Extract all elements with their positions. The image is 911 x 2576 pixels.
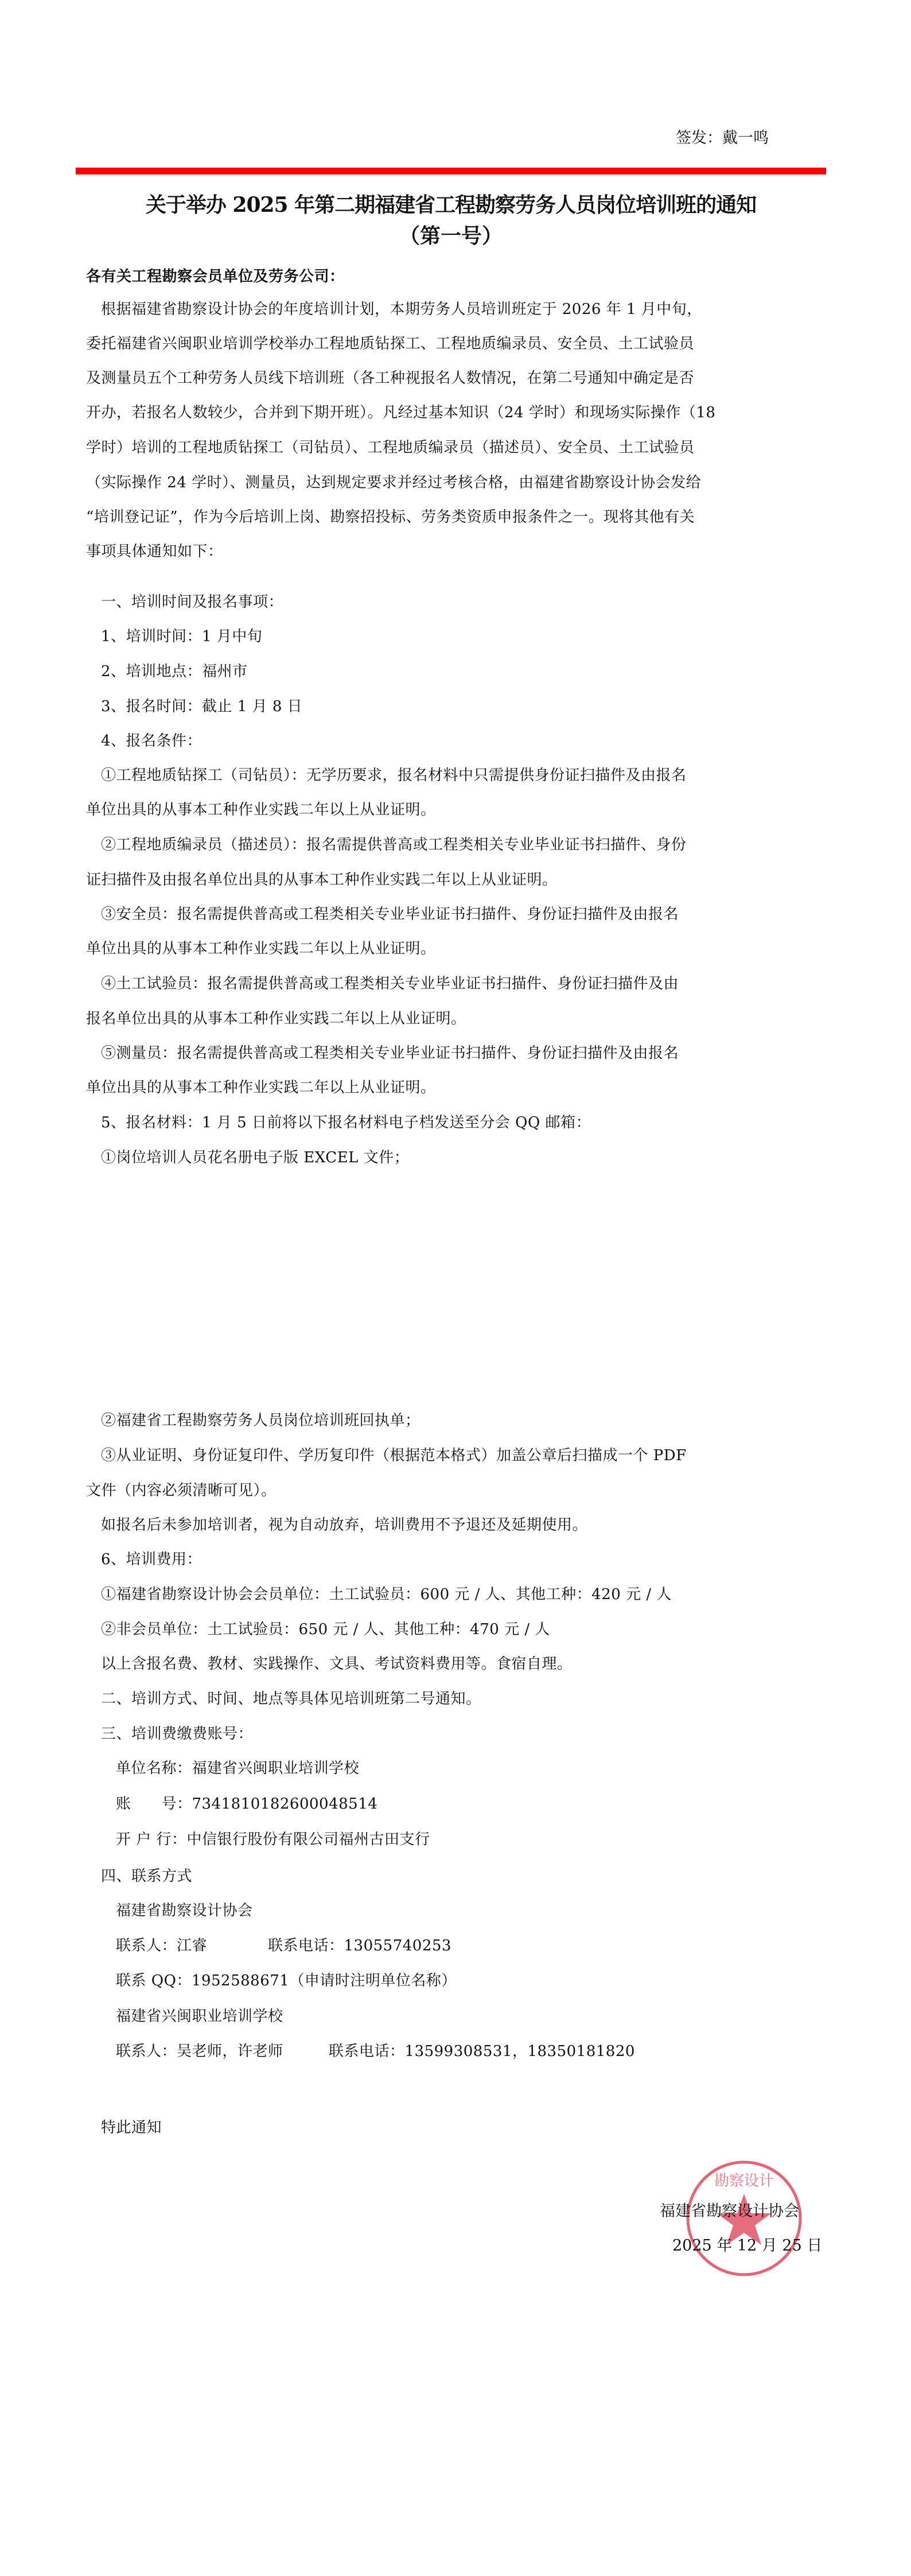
section-heading: 一、培训时间及报名事项： bbox=[101, 593, 284, 611]
condition-item: ④土工试验员：报名需提供普高或工程类相关专业毕业证书扫描件、身份证扫描件及由 bbox=[101, 975, 679, 992]
signature-line: 签发：戴一鸣 bbox=[676, 129, 769, 147]
intro-line: “培训登记证”，作为今后培训上岗、勘察招投标、劳务类资质申报条件之一。现将其他有关 bbox=[86, 509, 695, 526]
fee-item: ①福建省勘察设计协会会员单位：土工试验员：600 元 / 人、其他工种：420 元 / 人 bbox=[101, 1586, 672, 1603]
intro-line: 开办，若报名人数较少，合并到下期开班）。凡经过基本知识（24 学时）和现场实际操作（18 bbox=[86, 404, 716, 421]
condition-item: ②工程地质编录员（描述员）：报名需提供普高或工程类相关专业毕业证书扫描件、身份 bbox=[101, 836, 687, 854]
material-item: ①岗位培训人员花名册电子版 EXCEL 文件； bbox=[101, 1149, 410, 1166]
fee-item: ②非会员单位：土工试验员：650 元 / 人、其他工种：470 元 / 人 bbox=[101, 1621, 550, 1638]
list-item: 4、报名条件： bbox=[101, 732, 203, 750]
closing-notice: 特此通知 bbox=[101, 2119, 162, 2136]
account-bank: 开 户 行：中信银行股份有限公司福州古田支行 bbox=[116, 1831, 430, 1848]
condition-item: 单位出具的从事本工种作业实践二年以上从业证明。 bbox=[86, 940, 436, 957]
intro-line: （实际操作 24 学时）、测量员，达到规定要求并经过考核合格，由福建省勘察设计协会发给 bbox=[86, 474, 702, 491]
intro-line: 事项具体通知如下： bbox=[86, 543, 223, 560]
contact-org: 福建省勘察设计协会 bbox=[116, 1902, 253, 1919]
contact-org: 福建省兴闽职业培训学校 bbox=[116, 2008, 283, 2025]
issue-date: 2025 年 12 月 25 日 bbox=[672, 2237, 823, 2255]
materials-heading: 5、报名材料：1 月 5 日前将以下报名材料电子档发送至分会 QQ 邮箱： bbox=[101, 1114, 591, 1131]
account-unit-name: 单位名称：福建省兴闽职业培训学校 bbox=[116, 1760, 360, 1777]
section-training-details: 二、培训方式、时间、地点等具体见培训班第二号通知。 bbox=[101, 1690, 481, 1708]
intro-line: 及测量员五个工种劳务人员线下培训班（各工种视报名人数情况，在第二号通知中确定是否 bbox=[86, 370, 695, 387]
condition-item: ①工程地质钻探工（司钻员）：无学历要求，报名材料中只需提供身份证扫描件及由报名 bbox=[101, 767, 687, 784]
material-item: 文件（内容必须清晰可见）。 bbox=[86, 1482, 277, 1499]
condition-item: ③安全员：报名需提供普高或工程类相关专业毕业证书扫描件、身份证扫描件及由报名 bbox=[101, 906, 679, 923]
account-number: 账 号：7341810182600048514 bbox=[116, 1795, 378, 1813]
section-heading: 三、培训费缴费账号： bbox=[101, 1725, 254, 1743]
absence-note: 如报名后未参加培训者，视为自动放弃，培训费用不予退还及延期使用。 bbox=[101, 1516, 588, 1534]
intro-line: 根据福建省勘察设计协会的年度培训计划，本期劳务人员培训班定于 2026 年 1 月中旬， bbox=[101, 301, 702, 318]
fees-heading: 6、培训费用： bbox=[101, 1551, 203, 1568]
fees-note: 以上含报名费、教材、实践操作、文具、考试资料费用等。食宿自理。 bbox=[101, 1655, 573, 1673]
material-item: ③从业证明、身份证复印件、学历复印件（根据范本格式）加盖公章后扫描成一个 PDF bbox=[101, 1447, 687, 1464]
red-header-rule bbox=[76, 168, 826, 174]
intro-line: 学时）培训的工程地质钻探工（司钻员）、工程地质编录员（描述员）、安全员、土工试验员 bbox=[86, 439, 695, 456]
condition-item: ⑤测量员：报名需提供普高或工程类相关专业毕业证书扫描件、身份证扫描件及由报名 bbox=[101, 1045, 679, 1062]
material-item: ②福建省工程勘察劳务人员岗位培训班回执单； bbox=[101, 1412, 421, 1429]
condition-item: 单位出具的从事本工种作业实践二年以上从业证明。 bbox=[86, 801, 436, 818]
condition-item: 报名单位出具的从事本工种作业实践二年以上从业证明。 bbox=[86, 1010, 466, 1027]
contact-person: 联系人：吴老师，许老师 联系电话：13599308531，18350181820 bbox=[116, 2043, 635, 2060]
list-item: 2、培训地点：福州市 bbox=[101, 663, 248, 680]
contact-qq: 联系 QQ：1952588671（申请时注明单位名称） bbox=[116, 1972, 457, 1989]
condition-item: 单位出具的从事本工种作业实践二年以上从业证明。 bbox=[86, 1079, 436, 1096]
section-heading: 四、联系方式 bbox=[101, 1868, 193, 1885]
salutation: 各有关工程勘察会员单位及劳务公司： bbox=[86, 268, 345, 285]
intro-line: 委托福建省兴闽职业培训学校举办工程地质钻探工、工程地质编录员、安全员、土工试验员 bbox=[86, 335, 695, 352]
list-item: 1、培训时间：1 月中旬 bbox=[101, 628, 263, 645]
condition-item: 证扫描件及由报名单位出具的从事本工种作业实践二年以上从业证明。 bbox=[86, 871, 558, 889]
issuer-name: 福建省勘察设计协会 bbox=[660, 2202, 799, 2220]
document-title: 关于举办 2025 年第二期福建省工程勘察劳务人员岗位培训班的通知 bbox=[145, 193, 757, 217]
document-subtitle: （第一号） bbox=[399, 224, 503, 248]
list-item: 3、报名时间：截止 1 月 8 日 bbox=[101, 698, 303, 715]
contact-person: 联系人：江睿 联系电话：13055740253 bbox=[116, 1937, 451, 1954]
seal-text: 勘察设计 bbox=[714, 2172, 774, 2190]
